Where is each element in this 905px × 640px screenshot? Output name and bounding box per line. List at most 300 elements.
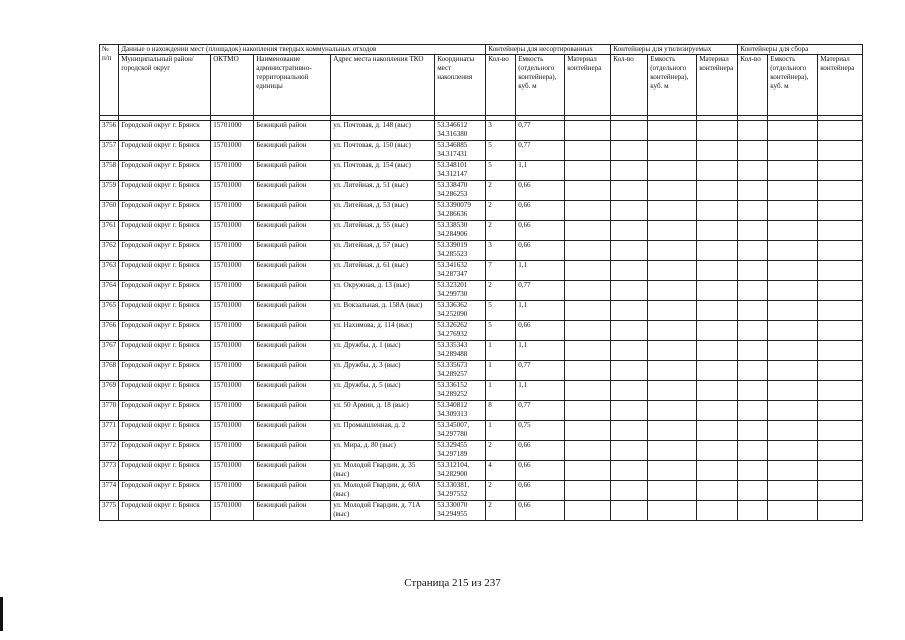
longitude: 34.309313 [437,410,468,418]
header-recyclable-material: Материал контейнера [697,55,738,116]
cell-collection-capacity [768,281,818,301]
cell-unsorted-qty: 2 [486,501,516,521]
cell-collection-capacity [768,361,818,381]
cell-recyclable-material [697,121,738,141]
cell-unsorted-material [565,441,611,461]
latitude: 53.338530 [437,221,468,229]
latitude: 53.335673 [437,361,468,369]
cell-territory: Бежицкий район [254,481,331,501]
cell-coordinates [435,301,486,321]
table-row [100,141,863,161]
longitude: 34.317431 [437,150,468,158]
header-unsorted-group: Контейнеры для несортированных [486,45,611,55]
cell-oktmo: 15701000 [211,341,254,361]
header-oktmo: ОКТМО [211,55,254,116]
cell-collection-material [818,181,863,201]
cell-unsorted-material [565,381,611,401]
cell-recyclable-capacity [648,501,697,521]
cell-unsorted-qty: 1 [486,361,516,381]
cell-collection-capacity [768,161,818,181]
cell-recyclable-capacity [648,301,697,321]
cell-unsorted-material [565,221,611,241]
table-row [100,181,863,201]
cell-address: ул. Литейная, д. 51 (выс) [331,181,435,201]
cell-recyclable-qty [611,281,648,301]
cell-address: ул. Окружная, д. 13 (выс) [331,281,435,301]
header-unsorted-qty: Кол-во [486,55,516,116]
cell-recyclable-capacity [648,341,697,361]
cell-coordinates [435,321,486,341]
cell-territory: Бежицкий район [254,321,331,341]
header-municipality: Муниципальный район/городской округ [119,55,211,116]
cell-recyclable-capacity [648,121,697,141]
cell-unsorted-qty: 2 [486,221,516,241]
cell-unsorted-qty: 3 [486,121,516,141]
cell-recyclable-qty [611,421,648,441]
latitude: 53.335343 [437,341,468,349]
cell-unsorted-material [565,141,611,161]
cell-unsorted-qty: 2 [486,441,516,461]
cell-unsorted-qty: 1 [486,341,516,361]
cell-collection-capacity [768,261,818,281]
cell-territory: Бежицкий район [254,441,331,461]
cell-recyclable-capacity [648,261,697,281]
cell-coordinates [435,121,486,141]
cell-unsorted-qty: 8 [486,401,516,421]
cell-coordinates [435,481,486,501]
cell-collection-qty [738,221,768,241]
cell-collection-material [818,221,863,241]
cell-unsorted-material [565,261,611,281]
cell-number: 3773 [100,461,119,481]
cell-recyclable-qty [611,461,648,481]
table-row [100,201,863,221]
cell-collection-capacity [768,501,818,521]
cell-municipality: Городской округ г. Брянск [119,321,211,341]
cell-oktmo: 15701000 [211,221,254,241]
cell-collection-material [818,341,863,361]
cell-coordinates [435,401,486,421]
header-number: № п/п [100,45,119,116]
longitude: 34.299730 [437,290,468,298]
cell-coordinates [435,141,486,161]
cell-recyclable-qty [611,221,648,241]
cell-number: 3766 [100,321,119,341]
cell-collection-material [818,161,863,181]
cell-address: ул. Молодой Гвардии, д. 60А (выс) [331,481,435,501]
longitude: 34.282900 [437,470,468,478]
cell-recyclable-material [697,301,738,321]
cell-address: ул. Литейная, д. 57 (выс) [331,241,435,261]
cell-oktmo: 15701000 [211,481,254,501]
cell-unsorted-material [565,341,611,361]
table-row [100,381,863,401]
cell-oktmo: 15701000 [211,141,254,161]
cell-recyclable-material [697,441,738,461]
cell-collection-material [818,481,863,501]
cell-unsorted-material [565,461,611,481]
cell-municipality: Городской округ г. Брянск [119,261,211,281]
header-recyclable-group: Контейнеры для утилизируемых [611,45,738,55]
header-collection-material: Материал контейнера [818,55,863,116]
cell-oktmo: 15701000 [211,301,254,321]
cell-recyclable-material [697,141,738,161]
cell-unsorted-capacity: 0,77 [516,141,565,161]
table-row [100,221,863,241]
latitude: 53.338470 [437,181,468,189]
latitude: 53.329455 [437,441,468,449]
cell-number: 3772 [100,441,119,461]
latitude: 53.330381, [437,481,470,489]
header-recyclable-capacity: Емкость (отдельного контейнера), куб. м [648,55,697,116]
cell-unsorted-capacity: 0,66 [516,241,565,261]
cell-recyclable-qty [611,361,648,381]
cell-recyclable-material [697,461,738,481]
cell-unsorted-capacity: 0,77 [516,361,565,381]
cell-unsorted-capacity: 0,75 [516,421,565,441]
cell-recyclable-material [697,381,738,401]
cell-number: 3770 [100,401,119,421]
longitude: 34.286636 [437,210,468,218]
longitude: 34.297552 [437,490,468,498]
table-row [100,161,863,181]
cell-territory: Бежицкий район [254,161,331,181]
cell-collection-capacity [768,301,818,321]
cell-number: 3767 [100,341,119,361]
header-recyclable-qty: Кол-во [611,55,648,116]
cell-collection-capacity [768,341,818,361]
cell-unsorted-capacity: 0,66 [516,221,565,241]
cell-municipality: Городской округ г. Брянск [119,281,211,301]
cell-oktmo: 15701000 [211,381,254,401]
cell-territory: Бежицкий район [254,341,331,361]
cell-collection-capacity [768,421,818,441]
cell-territory: Бежицкий район [254,201,331,221]
cell-unsorted-capacity: 0,77 [516,281,565,301]
cell-unsorted-qty: 2 [486,181,516,201]
cell-recyclable-capacity [648,401,697,421]
cell-recyclable-qty [611,161,648,181]
cell-collection-material [818,241,863,261]
table-row [100,441,863,461]
latitude: 53.346612 [437,121,468,129]
header-collection-group: Контейнеры для сбора [738,45,863,55]
cell-collection-qty [738,321,768,341]
table-row [100,121,863,141]
cell-collection-qty [738,361,768,381]
cell-oktmo: 15701000 [211,281,254,301]
header-unsorted-material: Материал контейнера [565,55,611,116]
cell-recyclable-capacity [648,461,697,481]
cell-unsorted-capacity: 1,1 [516,341,565,361]
cell-address: ул. Молодой Гвардии, д. 35 (выс) [331,461,435,481]
cell-oktmo: 15701000 [211,401,254,421]
cell-coordinates [435,361,486,381]
latitude: 53.330070 [437,501,468,509]
cell-recyclable-material [697,221,738,241]
cell-territory: Бежицкий район [254,421,331,441]
header-columns-row [100,55,863,116]
cell-unsorted-capacity: 0,66 [516,461,565,481]
scan-edge-mark [0,597,3,631]
table-row [100,281,863,301]
cell-unsorted-material [565,361,611,381]
cell-collection-qty [738,141,768,161]
cell-recyclable-qty [611,141,648,161]
cell-address: ул. Молодой Гвардии, д. 71А (выс) [331,501,435,521]
header-group-row [100,45,863,55]
cell-recyclable-material [697,321,738,341]
cell-number: 3762 [100,241,119,261]
table-row [100,461,863,481]
cell-number: 3765 [100,301,119,321]
cell-coordinates [435,461,486,481]
longitude: 34.289257 [437,370,468,378]
cell-unsorted-material [565,161,611,181]
cell-collection-capacity [768,201,818,221]
cell-collection-material [818,361,863,381]
cell-address: ул. Дружбы, д. 3 (выс) [331,361,435,381]
cell-recyclable-capacity [648,441,697,461]
cell-territory: Бежицкий район [254,141,331,161]
header-coordinates: Координаты мест накопления [435,55,486,116]
cell-recyclable-capacity [648,361,697,381]
longitude: 34.289488 [437,350,468,358]
cell-collection-material [818,461,863,481]
cell-municipality: Городской округ г. Брянск [119,201,211,221]
cell-unsorted-capacity: 0,66 [516,181,565,201]
cell-territory: Бежицкий район [254,361,331,381]
latitude: 53.3390079 [437,201,471,209]
cell-unsorted-material [565,481,611,501]
cell-municipality: Городской округ г. Брянск [119,421,211,441]
cell-recyclable-qty [611,401,648,421]
table-row [100,261,863,281]
cell-unsorted-material [565,201,611,221]
cell-coordinates [435,341,486,361]
cell-coordinates [435,241,486,261]
registry-sheet [99,44,863,521]
cell-collection-material [818,121,863,141]
cell-recyclable-qty [611,181,648,201]
cell-collection-capacity [768,321,818,341]
header-collection-capacity: Емкость (отдельного контейнера), куб. м [768,55,818,116]
cell-number: 3761 [100,221,119,241]
cell-unsorted-material [565,401,611,421]
latitude: 53.339019 [437,241,468,249]
cell-territory: Бежицкий район [254,501,331,521]
cell-number: 3774 [100,481,119,501]
cell-address: ул. Почтовая, д. 148 (выс) [331,121,435,141]
cell-recyclable-material [697,181,738,201]
cell-collection-qty [738,461,768,481]
cell-collection-qty [738,301,768,321]
cell-recyclable-material [697,481,738,501]
cell-collection-capacity [768,141,818,161]
header-unsorted-capacity: Емкость (отдельного контейнера), куб. м [516,55,565,116]
cell-collection-qty [738,481,768,501]
cell-unsorted-capacity: 0,66 [516,481,565,501]
cell-territory: Бежицкий район [254,261,331,281]
cell-unsorted-material [565,321,611,341]
cell-municipality: Городской округ г. Брянск [119,141,211,161]
table-row [100,341,863,361]
cell-collection-capacity [768,441,818,461]
cell-recyclable-material [697,501,738,521]
header-location-group: Данные о нахождении мест (площадок) накопления твердых коммунальных отходов [119,45,486,55]
cell-collection-material [818,321,863,341]
cell-recyclable-capacity [648,181,697,201]
cell-oktmo: 15701000 [211,461,254,481]
cell-collection-material [818,501,863,521]
cell-territory: Бежицкий район [254,241,331,261]
cell-oktmo: 15701000 [211,501,254,521]
cell-unsorted-qty: 3 [486,241,516,261]
cell-number: 3759 [100,181,119,201]
longitude: 34.294955 [437,510,468,518]
cell-recyclable-qty [611,261,648,281]
cell-recyclable-capacity [648,141,697,161]
cell-territory: Бежицкий район [254,221,331,241]
cell-address: ул. Литейная, д. 53 (выс) [331,201,435,221]
cell-coordinates [435,381,486,401]
cell-recyclable-capacity [648,381,697,401]
cell-territory: Бежицкий район [254,461,331,481]
cell-unsorted-qty: 5 [486,321,516,341]
longitude: 34.276932 [437,330,468,338]
cell-number: 3775 [100,501,119,521]
cell-address: ул. Почтовая, д. 150 (выс) [331,141,435,161]
cell-municipality: Городской округ г. Брянск [119,481,211,501]
cell-municipality: Городской округ г. Брянск [119,361,211,381]
cell-unsorted-qty: 2 [486,201,516,221]
cell-address: ул. Вокзальная, д. 158А (выс) [331,301,435,321]
cell-oktmo: 15701000 [211,441,254,461]
cell-unsorted-qty: 4 [486,461,516,481]
cell-coordinates [435,221,486,241]
cell-collection-qty [738,121,768,141]
cell-unsorted-capacity: 0,66 [516,321,565,341]
longitude: 34.287347 [437,270,468,278]
cell-territory: Бежицкий район [254,381,331,401]
cell-oktmo: 15701000 [211,201,254,221]
cell-collection-material [818,261,863,281]
cell-recyclable-qty [611,381,648,401]
longitude: 34.284906 [437,230,468,238]
cell-unsorted-material [565,121,611,141]
cell-municipality: Городской округ г. Брянск [119,221,211,241]
cell-recyclable-capacity [648,241,697,261]
cell-collection-material [818,401,863,421]
cell-unsorted-material [565,241,611,261]
cell-territory: Бежицкий район [254,301,331,321]
cell-unsorted-qty: 1 [486,421,516,441]
cell-collection-qty [738,441,768,461]
cell-municipality: Городской округ г. Брянск [119,501,211,521]
cell-recyclable-qty [611,201,648,221]
cell-collection-material [818,301,863,321]
cell-address: ул. Мира, д. 80 (выс) [331,441,435,461]
cell-unsorted-qty: 5 [486,141,516,161]
cell-address: ул. Нахимова, д. 114 (выс) [331,321,435,341]
cell-recyclable-qty [611,341,648,361]
cell-unsorted-qty: 5 [486,301,516,321]
cell-recyclable-material [697,341,738,361]
cell-number: 3763 [100,261,119,281]
longitude: 34.252090 [437,310,468,318]
cell-collection-qty [738,161,768,181]
cell-address: ул. Литейная, д. 61 (выс) [331,261,435,281]
cell-recyclable-qty [611,321,648,341]
cell-oktmo: 15701000 [211,421,254,441]
cell-recyclable-material [697,241,738,261]
cell-unsorted-qty: 2 [486,481,516,501]
cell-recyclable-capacity [648,201,697,221]
cell-municipality: Городской округ г. Брянск [119,341,211,361]
cell-collection-capacity [768,461,818,481]
cell-oktmo: 15701000 [211,261,254,281]
cell-unsorted-qty: 1 [486,381,516,401]
cell-coordinates [435,181,486,201]
cell-collection-qty [738,381,768,401]
cell-unsorted-capacity: 1,1 [516,301,565,321]
table-row [100,481,863,501]
cell-oktmo: 15701000 [211,121,254,141]
cell-collection-capacity [768,181,818,201]
cell-unsorted-qty: 7 [486,261,516,281]
cell-municipality: Городской округ г. Брянск [119,241,211,261]
latitude: 53.340812 [437,401,468,409]
cell-coordinates [435,161,486,181]
cell-recyclable-capacity [648,161,697,181]
cell-recyclable-capacity [648,321,697,341]
latitude: 53.326262 [437,321,468,329]
cell-recyclable-qty [611,501,648,521]
cell-territory: Бежицкий район [254,281,331,301]
cell-collection-qty [738,421,768,441]
cell-number: 3758 [100,161,119,181]
cell-collection-capacity [768,381,818,401]
latitude: 53.336152 [437,381,468,389]
cell-collection-material [818,421,863,441]
table-row [100,361,863,381]
cell-unsorted-material [565,301,611,321]
cell-recyclable-qty [611,301,648,321]
cell-coordinates [435,281,486,301]
table-row [100,501,863,521]
longitude: 34.289252 [437,390,468,398]
header-address: Адрес места накопления ТКО [331,55,435,116]
cell-oktmo: 15701000 [211,161,254,181]
cell-address: ул. Дружбы, д. 5 (выс) [331,381,435,401]
cell-territory: Бежицкий район [254,181,331,201]
cell-collection-qty [738,281,768,301]
cell-recyclable-capacity [648,281,697,301]
cell-collection-capacity [768,481,818,501]
cell-coordinates [435,501,486,521]
cell-unsorted-capacity: 1,1 [516,261,565,281]
header-territory: Наименование административно-территориальной единицы [254,55,331,116]
cell-recyclable-qty [611,121,648,141]
cell-coordinates [435,261,486,281]
latitude: 53.348101 [437,161,468,169]
cell-collection-capacity [768,121,818,141]
cell-territory: Бежицкий район [254,121,331,141]
cell-collection-material [818,281,863,301]
cell-address: ул. 50 Армии, д. 18 (выс) [331,401,435,421]
cell-recyclable-material [697,421,738,441]
cell-recyclable-material [697,261,738,281]
